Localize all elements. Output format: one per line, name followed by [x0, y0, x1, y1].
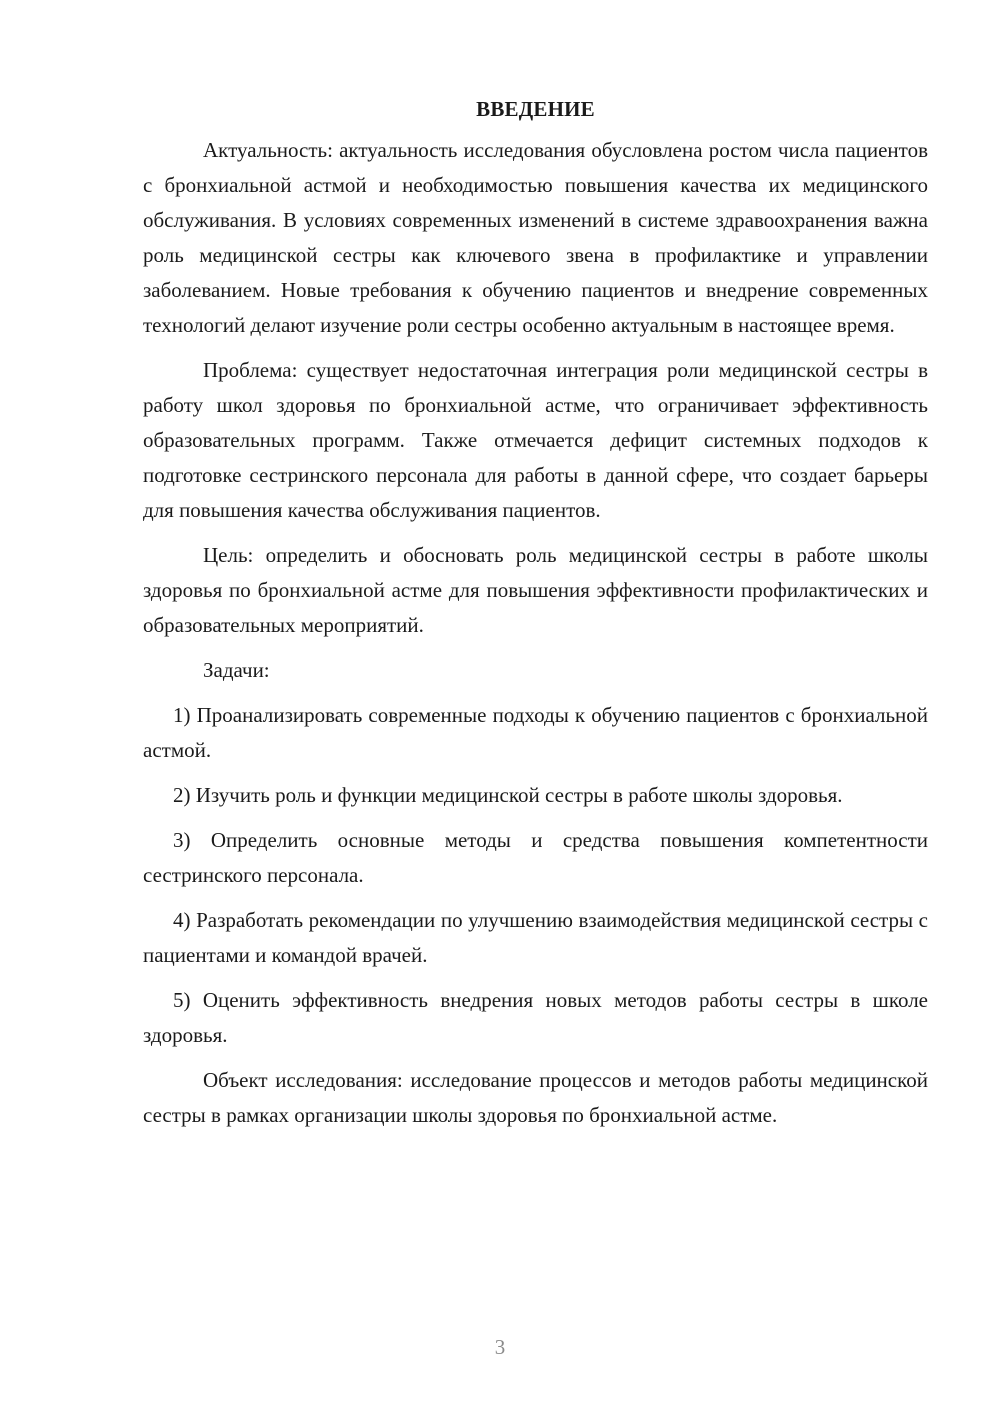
task-item-2: 2) Изучить роль и функции медицинской сестры в работе школы здоровья. — [173, 783, 843, 807]
task-item-5: 5) Оценить эффективность внедрения новых методов работы сестры в школе здоровья. — [143, 988, 928, 1047]
paragraph-problem: Проблема: существует недостаточная интеграция роли медицинской сестры в работу школ здоровья по бронхиальной астме, что ограничивает эффективность образовательных программ. Также отмечается дефицит системных подходов к подготовке сестринского персонала для работы в данной сфере, что создает барьеры для повышения качества обслуживания пациентов. — [143, 358, 928, 522]
task-item-3: 3) Определить основные методы и средства повышения компетентности сестринского персонала. — [143, 828, 928, 887]
task-item-4: 4) Разработать рекомендации по улучшению взаимодействия медицинской сестры с пациентами и командой врачей. — [143, 908, 928, 967]
document-page — [143, 92, 928, 1143]
paragraph-relevance: Актуальность: актуальность исследования обусловлена ростом числа пациентов с бронхиальной астмой и необходимостью повышения качества их медицинского обслуживания. В условиях современных изменений в системе здравоохранения важна роль медицинской сестры как ключевого звена в профилактике и управлении заболеванием. Новые требования к обучению пациентов и внедрение современных технологий делают изучение роли сестры особенно актуальным в настоящее время. — [143, 138, 928, 337]
page-number: 3 — [494, 1335, 506, 1359]
paragraph-object: Объект исследования: исследование процессов и методов работы медицинской сестры в рамках организации школы здоровья по бронхиальной астме. — [143, 1068, 928, 1127]
task-item-1: 1) Проанализировать современные подходы к обучению пациентов с бронхиальной астмой. — [143, 703, 928, 762]
section-heading: ВВЕДЕНИЕ — [476, 97, 595, 121]
paragraph-tasks-label: Задачи: — [203, 658, 270, 682]
paragraph-goal: Цель: определить и обосновать роль медицинской сестры в работе школы здоровья по бронхиальной астме для повышения эффективности профилактических и образовательных мероприятий. — [143, 543, 928, 637]
